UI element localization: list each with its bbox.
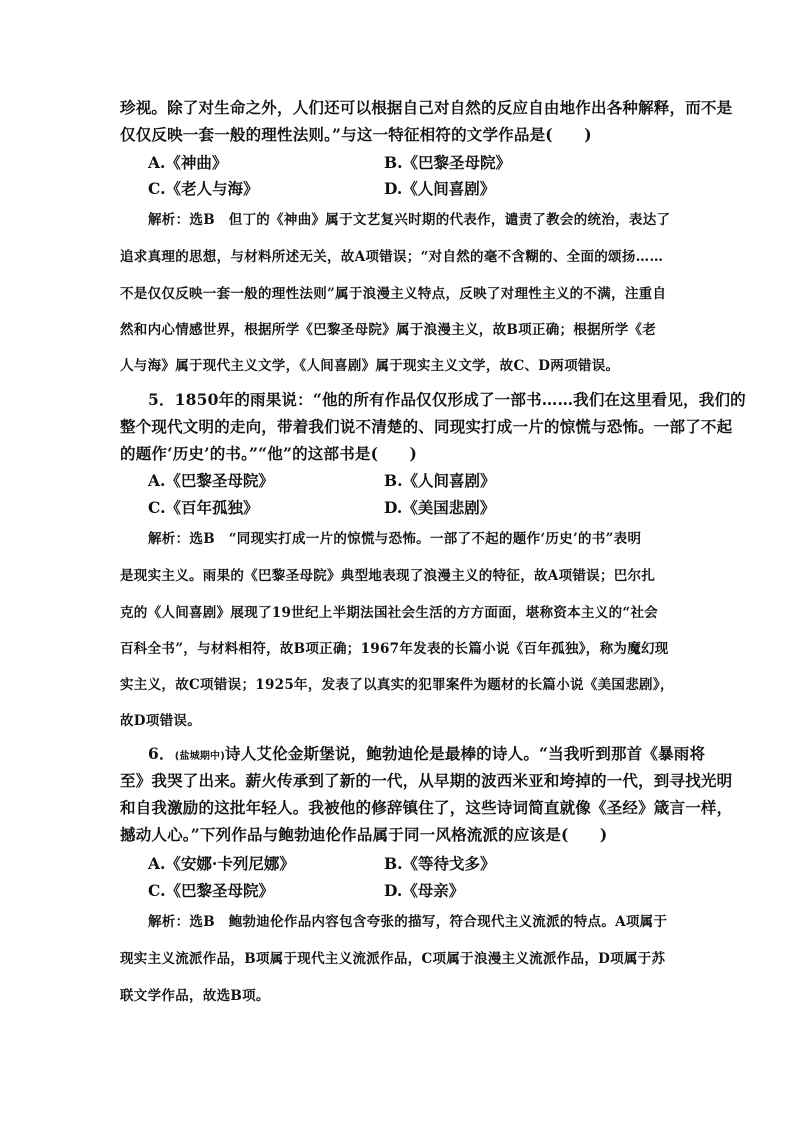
question-5-option-c: C.《百年孤独》 (148, 498, 259, 517)
question-4-explanation-line-3: 不是仅仅反映一套一般的理性法则”属于浪漫主义特点，反映了对理性主义的不满，注重自 (120, 286, 667, 302)
question-5-explanation-line-3: 克的《人间喜剧》展现了19世纪上半期法国社会生活的方方面面，堪称资本主义的“社会 (120, 605, 659, 621)
question-5-text-line-1: 5．1850年的雨果说：“他的所有作品仅仅形成了一部书……我们在这里看见，我们的 (148, 390, 746, 409)
question-5-text-line-3: 的题作‘历史’的书。”“他”的这部书是( ) (120, 444, 418, 463)
question-5-option-b: B.《人间喜剧》 (384, 471, 496, 490)
question-5-explanation-line-4: 百科全书”，与材料相符，故B项正确；1967年发表的长篇小说《百年孤独》，称为魔幻现 (120, 641, 669, 657)
question-4-explanation-line-2: 追求真理的思想，与材料所述无关，故A项错误；“对自然的毫不含糊的、全面的颂扬…… (120, 249, 664, 265)
question-6-option-d: D.《母亲》 (384, 881, 465, 900)
question-4-option-d: D.《人间喜剧》 (384, 179, 496, 198)
question-4-option-b: B.《巴黎圣母院》 (384, 153, 511, 172)
question-4-option-a: A.《神曲》 (148, 153, 228, 172)
question-5-option-a: A.《巴黎圣母院》 (148, 471, 274, 490)
question-6-text-line-4: 撼动人心。”下列作品与鲍勃迪伦作品属于同一风格流派的应该是( ) (120, 825, 608, 844)
question-4-text-line-1: 珍视。除了对生命之外，人们还可以根据自己对自然的反应自由地作出各种解释，而不是 (120, 98, 733, 117)
question-4-explanation-line-4: 然和内心情感世界，根据所学《巴黎圣母院》属于浪漫主义，故B项正确；根据所学《老 (120, 322, 657, 338)
question-4-explanation-line-5: 人与海》属于现代主义文学，《人间喜剧》属于现实主义文学，故C、D两项错误。 (120, 358, 620, 374)
question-6-explanation-line-1: 解析：选B 鲍勃迪伦作品内容包含夸张的描写，符合现代主义流派的特点。A项属于 (148, 914, 668, 930)
question-5-explanation-line-5: 实主义，故C项错误；1925年，发表了以真实的犯罪案件为题材的长篇小说《美国悲剧》， (120, 677, 674, 693)
question-6-number: 6． (148, 744, 175, 763)
question-4-explanation-line-1: 解析：选B 但丁的《神曲》属于文艺复兴时期的代表作，谴责了教会的统治，表达了 (148, 212, 671, 228)
question-6-explanation-line-3: 联文学作品，故选B项。 (120, 988, 270, 1004)
question-5-explanation-line-2: 是现实主义。雨果的《巴黎圣母院》典型地表现了浪漫主义的特征，故A项错误；巴尔扎 (120, 568, 656, 584)
question-4-option-c: C.《老人与海》 (148, 179, 259, 198)
question-5-explanation-line-6: 故D项错误。 (120, 713, 202, 729)
question-6-text-line-1 (148, 742, 705, 764)
question-4-text-line-2: 仅仅反映一套一般的理性法则。”与这一特征相符的文学作品是( ) (120, 125, 592, 144)
question-6-text-line-3: 和自我激励的这批年轻人。我被他的修辞镇住了，这些诗词简直就像《圣经》箴言一样， (120, 798, 733, 817)
question-6-text-start: 诗人艾伦金斯堡说，鲍勃迪伦是最棒的诗人。“当我听到那首《暴雨将 (225, 744, 706, 763)
question-5-option-d: D.《美国悲剧》 (384, 498, 496, 517)
question-6-text-line-2: 至》我哭了出来。薪火传承到了新的一代，从早期的波西米亚和垮掉的一代，到寻找光明 (120, 771, 733, 790)
question-6-option-a: A.《安娜·卡列尼娜》 (148, 854, 295, 873)
question-6-option-c: C.《巴黎圣母院》 (148, 881, 274, 900)
question-5-explanation-line-1: 解析：选B “同现实打成一片的惊慌与恐怖。一部了不起的题作‘历史’的书”表明 (148, 531, 642, 547)
question-5-text-line-2: 整个现代文明的走向，带着我们说不清楚的、同现实打成一片的惊慌与恐怖。一部了不起 (120, 417, 733, 436)
source-tag: (盐城期中) (174, 751, 226, 762)
question-6-option-b: B.《等待戈多》 (384, 854, 496, 873)
question-6-explanation-line-2: 现实主义流派作品，B项属于现代主义流派作品，C项属于浪漫主义流派作品，D项属于苏 (120, 951, 666, 967)
